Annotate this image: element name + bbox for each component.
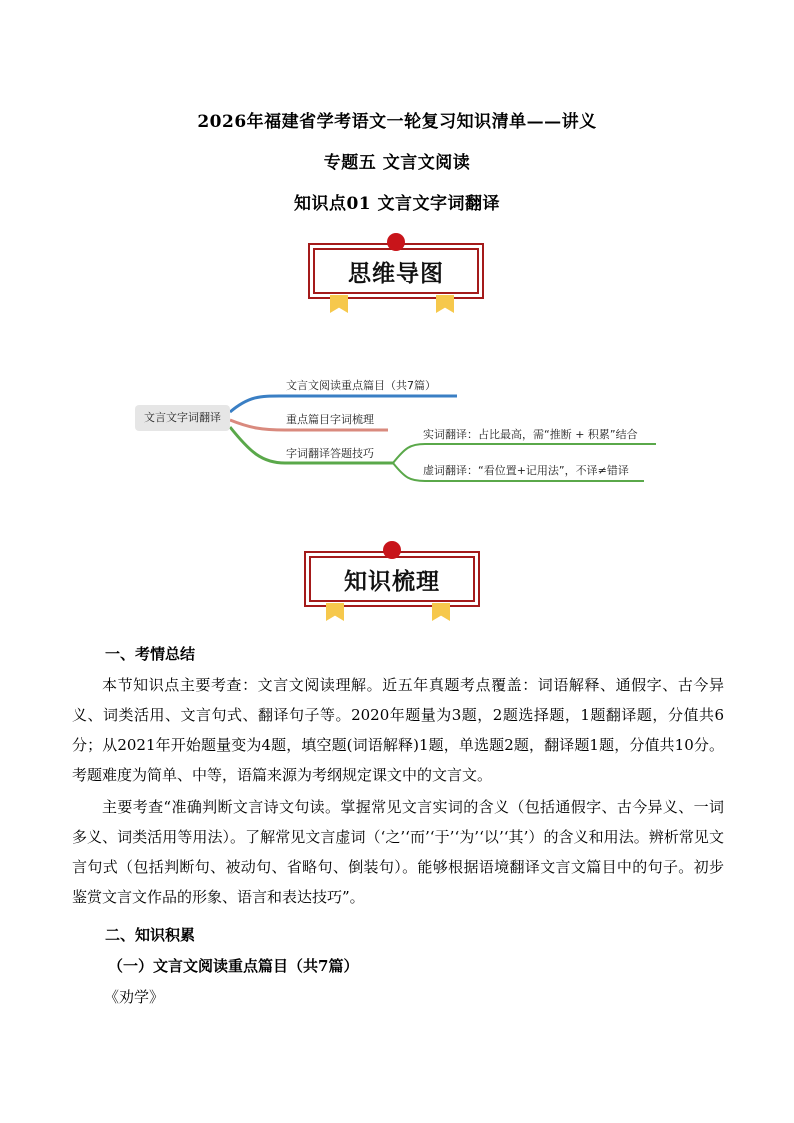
mind-map-center-node: 文言文字词翻译 bbox=[135, 405, 230, 431]
banner-label: 思维导图 bbox=[348, 261, 444, 287]
mind-map-connectors bbox=[0, 0, 794, 520]
branch-line-1 bbox=[230, 396, 457, 412]
mind-map-sub-branch-1: 实词翻译：占比最高，需“推断 + 积累”结合 bbox=[423, 428, 638, 441]
ribbon-icon bbox=[326, 603, 344, 621]
topic-title: 专题五 文言文阅读 bbox=[323, 153, 471, 173]
mind-map-sub-branch-2: 虚词翻译：“看位置+记用法”，不译≠错译 bbox=[423, 464, 629, 477]
knowledge-point-title: 知识点01 文言文字词翻译 bbox=[293, 194, 501, 214]
section-heading: 一、考情总结 bbox=[105, 645, 196, 663]
mind-map-branch-1: 文言文阅读重点篇目（共7篇） bbox=[286, 379, 436, 392]
section-heading: 二、知识积累 bbox=[105, 926, 196, 944]
mind-map-branch-3: 字词翻译答题技巧 bbox=[286, 447, 374, 460]
paragraph-exam-scope: 主要考查“准确判断文言诗文句读。掌握常见文言实词的含义（包括通假字、古今异义、一词多义、词类活用等用法）。了解常见文言虚词（‘之’‘而’‘于’‘为’‘以’‘其’）的含义和用法。辨析常见文言句式（包括判断句、被动句、省略句、倒装句）。能够根据语境翻译文言文篇目中的句子。初步鉴赏文言文作品的形象、语言和表达技巧”。 bbox=[72, 798, 724, 906]
mind-map-branch-2: 重点篇目字词梳理 bbox=[286, 413, 374, 426]
subsection-heading: （一）文言文阅读重点篇目（共7篇） bbox=[108, 957, 359, 975]
ribbon-icon bbox=[432, 603, 450, 621]
knowledge-review-banner bbox=[304, 551, 480, 607]
banner-pin-icon bbox=[383, 541, 401, 559]
paragraph-exam-overview: 本节知识点主要考查：文言文阅读理解。近五年真题考点覆盖：词语解释、通假字、古今异义、词类活用、文言句式、翻译句子等。2020年题量为3题，2题选择题，1题翻译题，分值共6分；从2021年开始题量变为4题，填空题(词语解释)1题，单选题2题，翻译题1题，分值共10分。考题难度为简单、中等，语篇来源为考纲规定课文中的文言文。 bbox=[72, 676, 724, 784]
article-title: 《劝学》 bbox=[104, 988, 165, 1006]
banner-label: 知识梳理 bbox=[344, 569, 440, 595]
document-title: 2026年福建省学考语文一轮复习知识清单——讲义 bbox=[197, 112, 597, 132]
sub-branch-line-1 bbox=[393, 444, 656, 463]
